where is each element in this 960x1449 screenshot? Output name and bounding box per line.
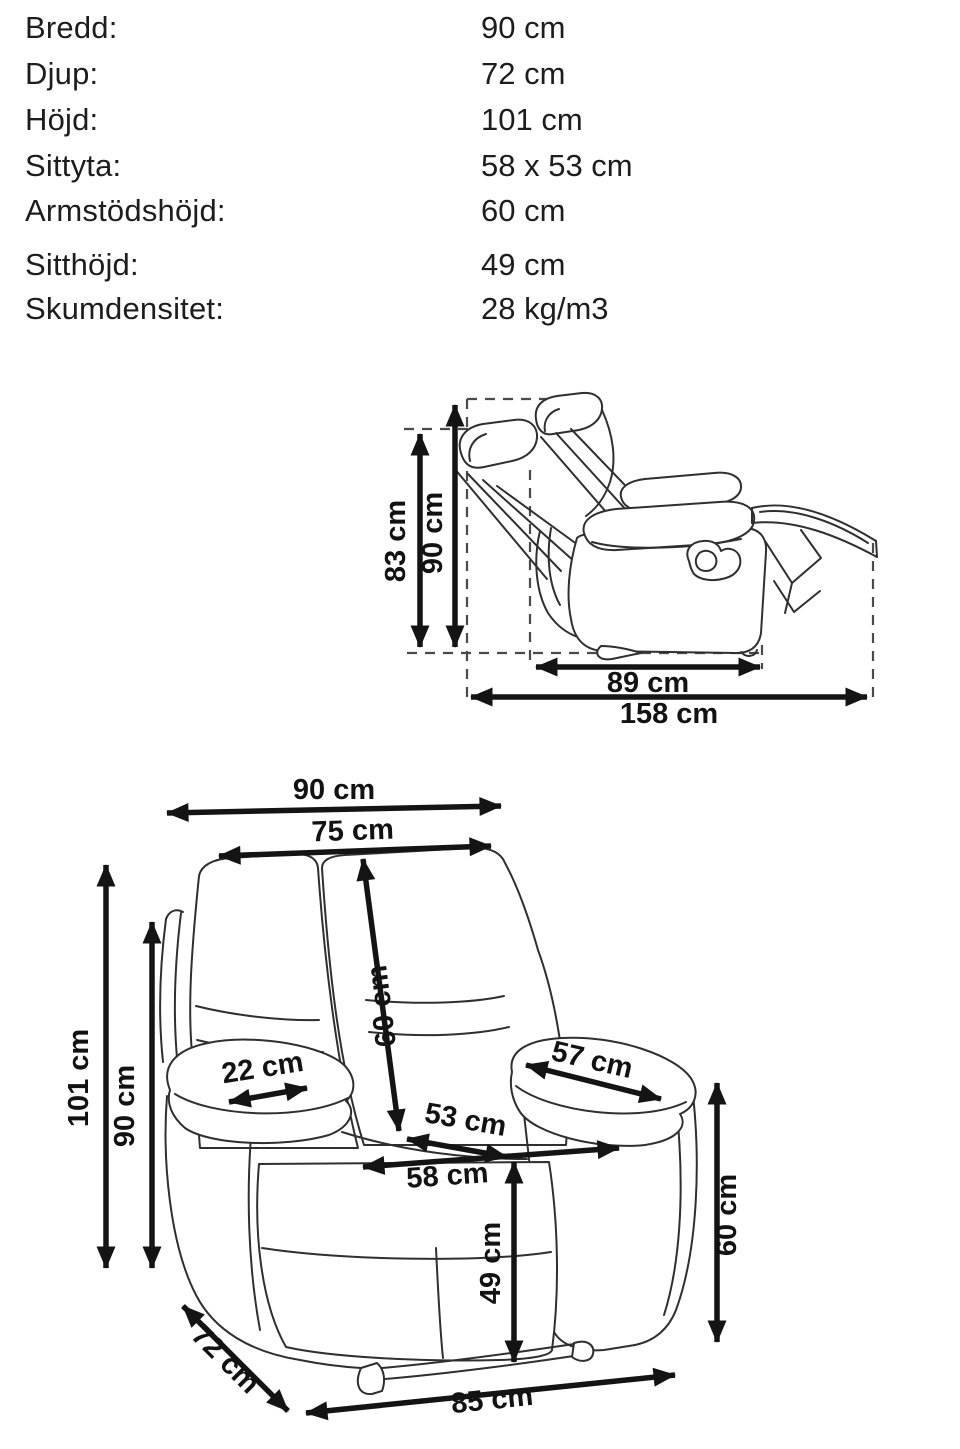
spec-value: 28 kg/m3 [481,291,609,326]
dim-total-width [167,774,501,813]
dim-label: 85 cm [449,1379,535,1421]
spec-label: Skumdensitet: [25,291,225,326]
dim-back-height-reclined [380,434,420,647]
dim-body-length [536,667,760,699]
dim-backrest-width [219,814,491,856]
dim-label: 60 cm [711,1173,743,1257]
spec-value: 72 cm [481,56,566,91]
dimension-diagrams [0,350,960,1449]
side-view-drawing [380,393,877,730]
dim-label: 101 cm [63,1028,95,1128]
spec-row-sittyta [0,148,960,190]
dim-label: 90 cm [292,774,376,806]
dim-label: 60 cm [361,963,403,1049]
spec-label: Sitthöjd: [25,247,139,282]
spec-value: 60 cm [481,193,566,228]
dim-label: 75 cm [311,813,395,849]
dim-label: 58 cm [405,1157,490,1195]
dim-label: 90 cm [109,1064,141,1148]
spec-label: Djup: [25,56,99,91]
recliner-side-art [454,393,877,659]
spec-value: 90 cm [481,10,566,45]
front-view-drawing [63,774,743,1420]
spec-value: 101 cm [481,102,583,137]
spec-row-hojd [0,102,960,144]
dim-label: 90 cm [417,491,449,575]
dim-reclined-length [471,697,867,730]
spec-value: 58 x 53 cm [481,148,633,183]
spec-value: 49 cm [481,247,566,282]
spec-label: Bredd: [25,10,118,45]
dim-total-height [63,865,106,1268]
dim-label: 158 cm [619,698,719,730]
spec-label: Armstödshöjd: [25,193,226,228]
spec-row-sitthojd [0,247,960,289]
spec-row-bredd [0,10,960,52]
dim-label: 57 cm [548,1035,636,1086]
spec-row-skumdensitet [0,291,960,333]
dim-armrest-height [711,1083,743,1342]
dim-label: 22 cm [219,1045,306,1091]
spec-label: Höjd: [25,102,99,137]
spec-label: Sittyta: [25,148,122,183]
dim-label: 72 cm [184,1319,266,1401]
spec-row-djup [0,56,960,98]
dim-depth [183,1306,288,1411]
dim-label: 53 cm [422,1097,509,1144]
dim-label: 83 cm [380,499,412,583]
dim-label: 89 cm [606,667,690,699]
dim-back-height [109,922,152,1268]
dim-label: 49 cm [475,1221,507,1305]
spec-row-armstodshojd [0,193,960,235]
